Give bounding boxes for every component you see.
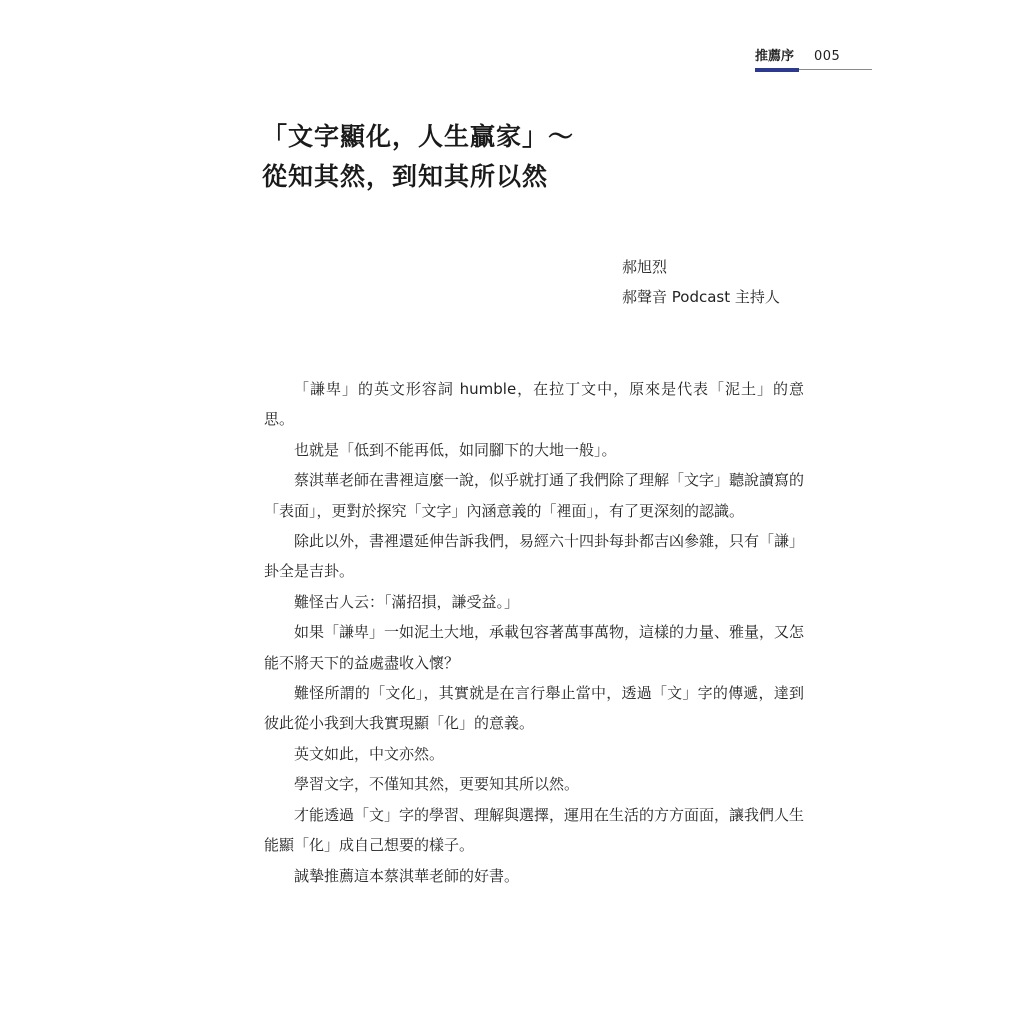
paragraph: 除此以外，書裡還延伸告訴我們，易經六十四卦每卦都吉凶參雜，只有「謙」卦全是吉卦。 <box>264 532 805 581</box>
paragraph: 難怪所謂的「文化」，其實就是在言行舉止當中，透過「文」字的傳遞，達到彼此從小我到大我實現顯「化」的意義。 <box>264 684 804 733</box>
paragraph: 如果「謙卑」一如泥土大地，承載包容著萬事萬物，這樣的力量、雅量，又怎能不將天下的益處盡收入懷？ <box>264 623 805 672</box>
paragraph: 「謙卑」的英文形容詞 humble，在拉丁文中，原來是代表「泥土」的意思。 <box>264 380 804 429</box>
running-header <box>755 49 872 75</box>
article-title <box>262 117 782 197</box>
paragraph: 誠摯推薦這本蔡淇華老師的好書。 <box>294 866 520 885</box>
paragraph: 也就是「低到不能再低，如同腳下的大地一般」。 <box>294 440 617 459</box>
paragraph: 才能透過「文」字的學習、理解與選擇，運用在生活的方方面面，讓我們人生能顯「化」成自己想要的樣子。 <box>264 805 805 855</box>
paragraph: 蔡淇華老師在書裡這麼一說，似乎就打通了我們除了理解「文字」聽說讀寫的「表面」，更對於探究「文字」內涵意義的「裡面」，有了更深刻的認識。 <box>264 471 805 520</box>
paragraph: 英文如此，中文亦然。 <box>294 744 445 763</box>
header-section-label: 推薦序 <box>755 49 795 64</box>
title-line-2: 從知其然，到知其所以然 <box>262 162 549 191</box>
author-block <box>622 252 780 312</box>
paragraph: 學習文字，不僅知其然，更要知其所以然。 <box>294 775 580 794</box>
body-text <box>264 374 804 891</box>
author-name: 郝旭烈 <box>622 258 668 276</box>
author-affiliation: 郝聲音 Podcast 主持人 <box>622 288 780 306</box>
page-number: 005 <box>814 49 841 64</box>
header-accent-bar <box>755 68 799 72</box>
paragraph: 難怪古人云：「滿招損，謙受益。」 <box>294 592 520 611</box>
title-line-1: 「文字顯化，人生贏家」～ <box>262 122 575 151</box>
